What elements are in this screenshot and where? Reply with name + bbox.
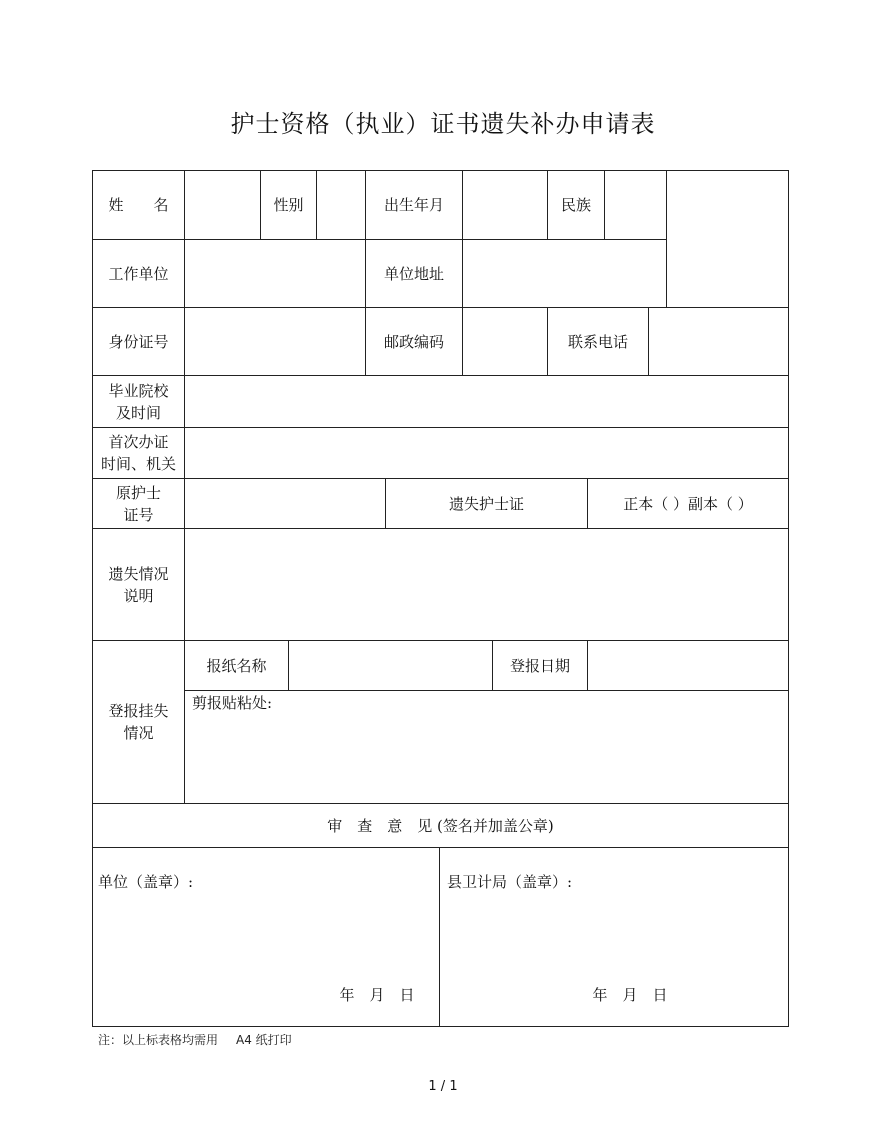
loss-description-label: 遗失情况 说明 [108,564,169,605]
first-issue-label: 首次办证 时间、机关 [100,433,176,473]
phone-field[interactable] [649,308,788,375]
name-label: 姓 名 [108,196,169,214]
bureau-date-label: 年 月 日 [592,986,668,1004]
footnote-suffix: A4 纸打印 [236,1033,292,1047]
page-title: 护士资格（执业）证书遗失补办申请表 [230,110,656,138]
footnote [98,1031,292,1048]
school-label: 毕业院校 及时间 [108,381,169,422]
work-unit-label: 工作单位 [108,264,169,283]
phone-label: 联系电话 [567,332,628,351]
report-label: 登报挂失 情况 [108,702,169,742]
clipping-label: 剪报贴粘处: [192,694,273,712]
id-number-label: 身份证号 [108,332,169,351]
original-cert-field[interactable] [185,479,385,528]
border-right [788,170,789,1027]
footnote-prefix: 注：以上标表格均需用 [98,1033,219,1047]
newspaper-label: 报纸名称 [206,656,267,675]
copy-type-option[interactable]: 正本（ ）副本（ ） [623,494,753,513]
page-number: 1 / 1 [428,1079,458,1094]
birth-label: 出生年月 [383,196,444,214]
unit-address-field[interactable] [463,240,666,307]
lost-cert-label: 遗失护士证 [448,494,524,513]
name-field[interactable] [185,171,260,239]
row-rule [184,690,789,691]
report-date-label: 登报日期 [509,656,570,675]
birth-field[interactable] [463,171,547,239]
work-unit-field[interactable] [185,240,365,307]
postcode-field[interactable] [463,308,547,375]
postcode-label: 邮政编码 [383,332,444,351]
gender-field[interactable] [317,171,365,239]
unit-date-label: 年 月 日 [339,986,415,1004]
review-header: 审 查 意 见 (签名并加盖公章) [327,816,554,835]
loss-description-field[interactable] [185,529,788,640]
unit-seal-label: 单位（盖章）: [98,873,194,891]
original-cert-label: 原护士 证号 [115,483,161,524]
first-issue-field[interactable] [185,428,788,478]
newspaper-field[interactable] [289,641,492,690]
health-bureau-seal-label: 县卫计局（盖章）: [447,873,573,891]
row-rule [92,847,789,848]
gender-label: 性别 [273,196,304,214]
clipping-area[interactable] [185,718,788,803]
school-field[interactable] [185,376,788,427]
id-number-field[interactable] [185,308,365,375]
ethnicity-field[interactable] [605,171,666,239]
ethnicity-label: 民族 [560,196,591,214]
photo-box[interactable] [667,171,788,307]
unit-address-label: 单位地址 [383,264,444,283]
report-date-field[interactable] [588,641,788,690]
application-form [92,170,789,1027]
border-bottom [92,1026,789,1027]
